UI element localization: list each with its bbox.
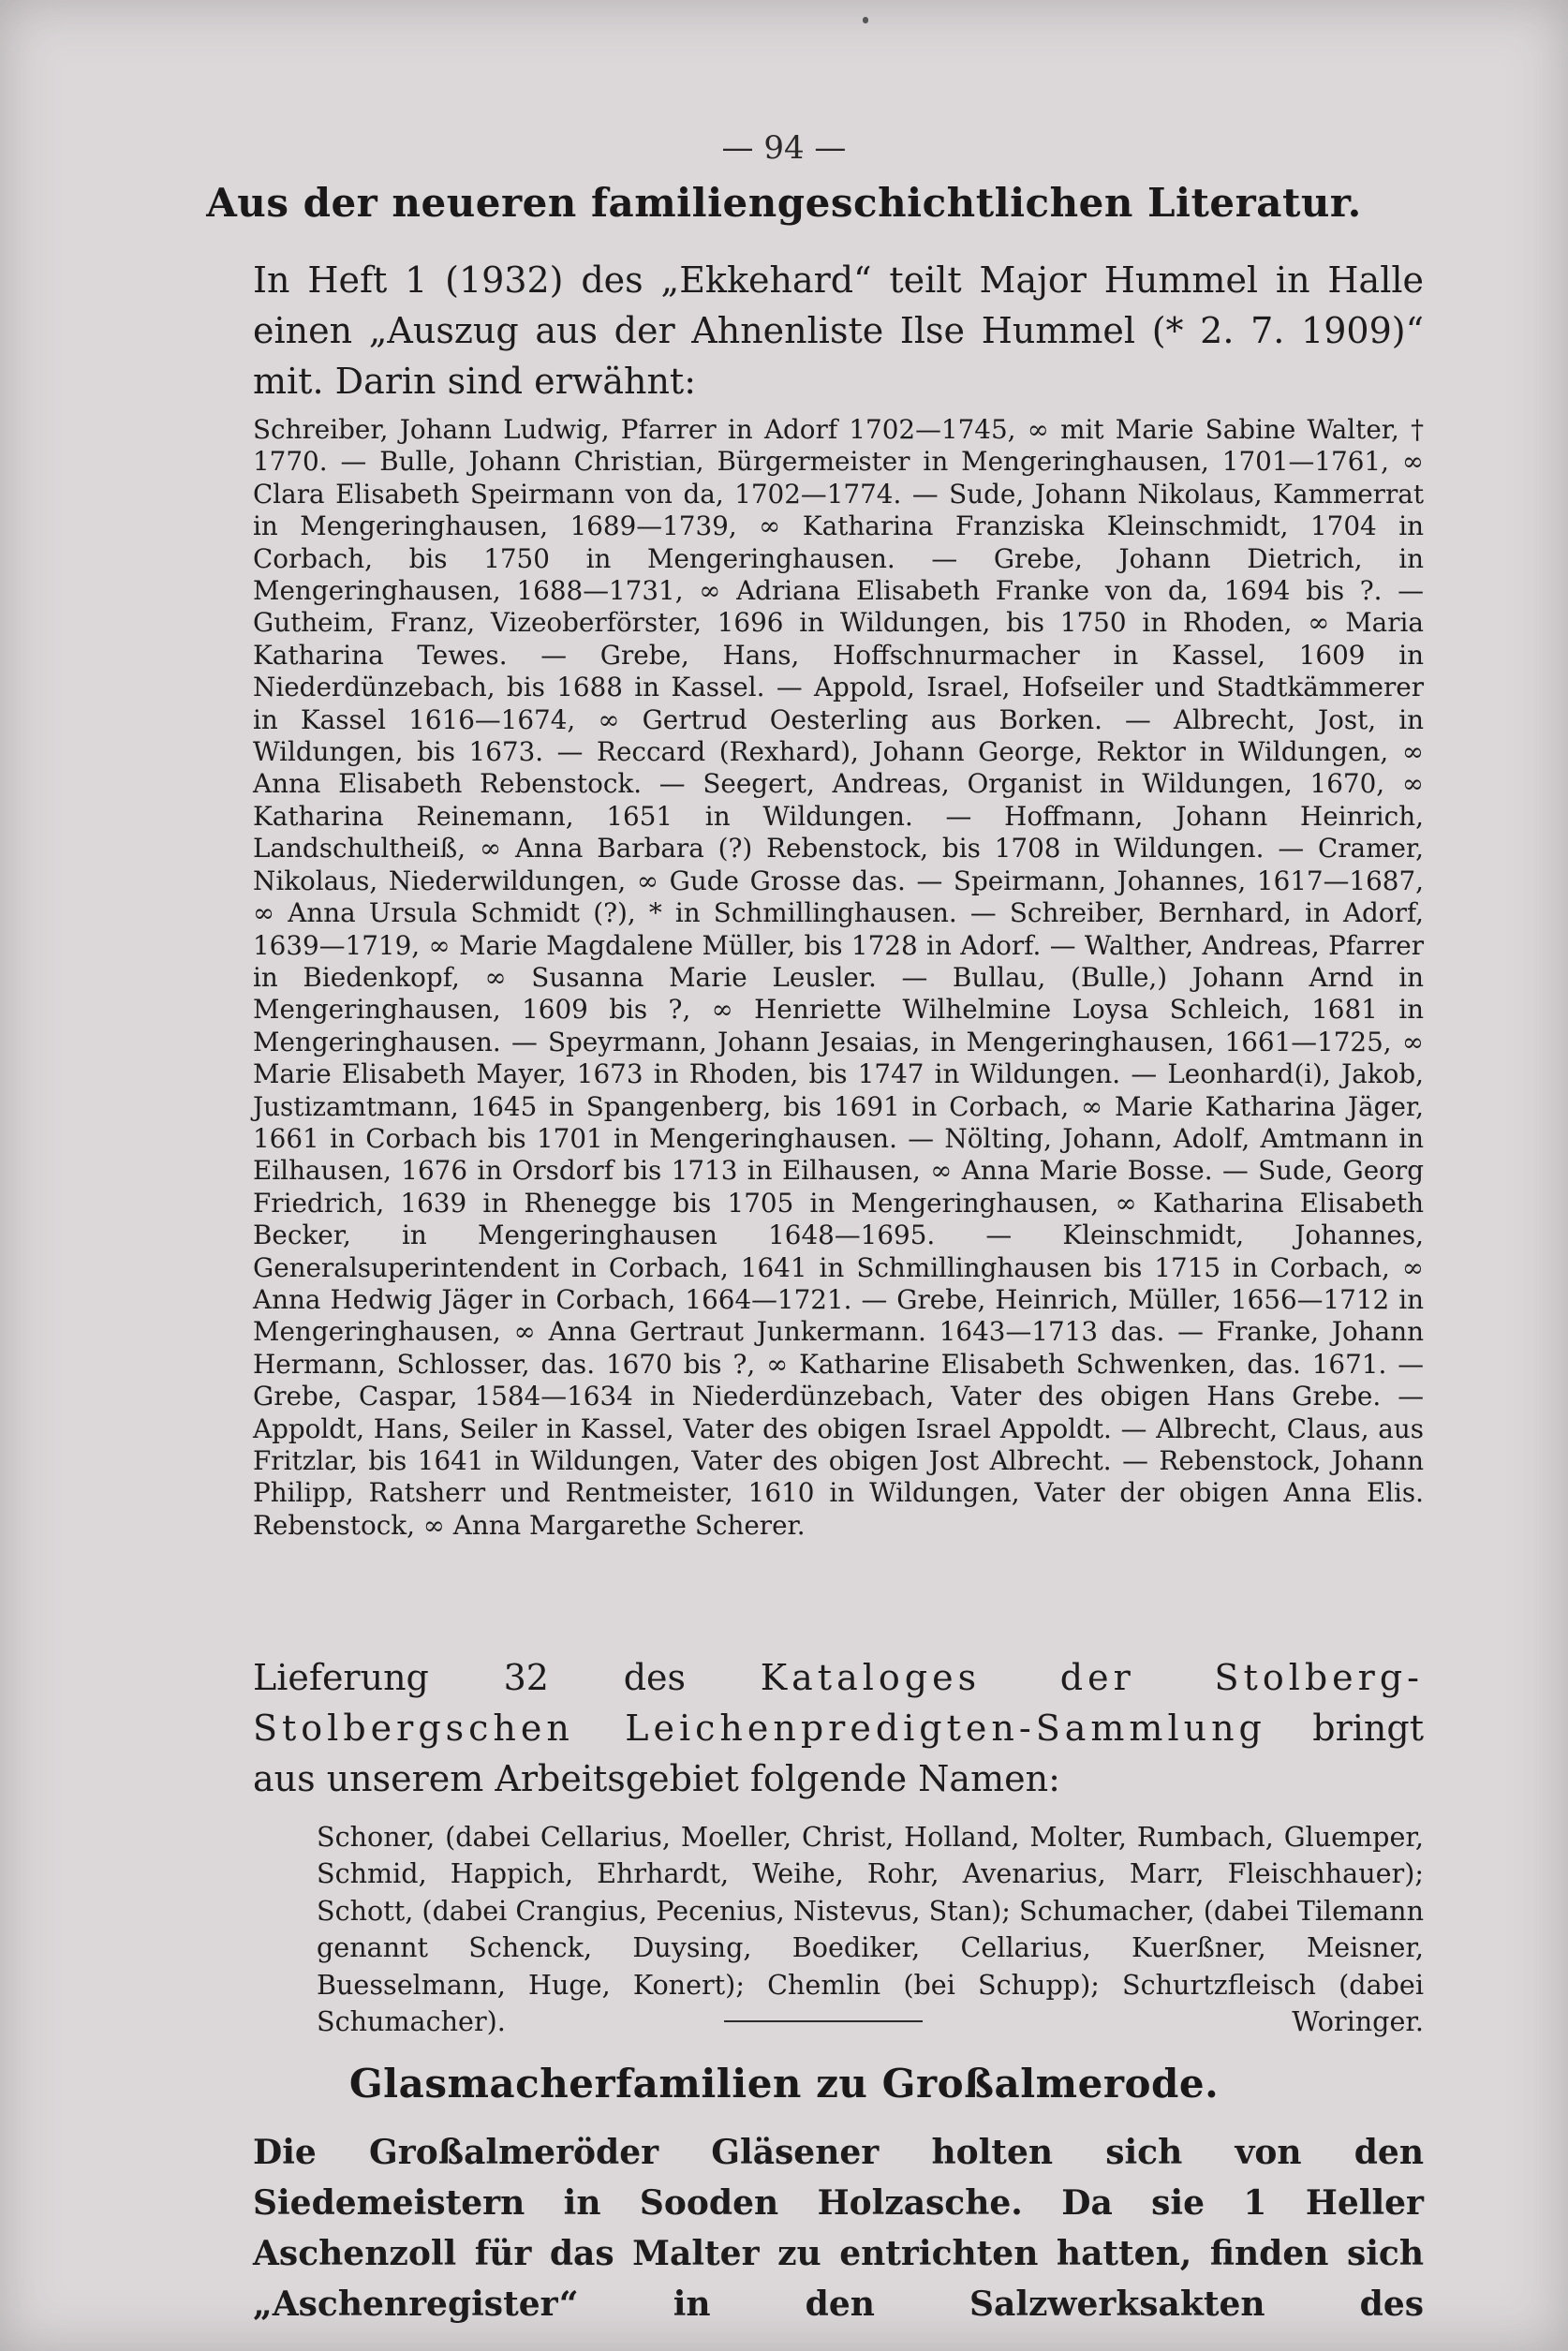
catalogue-title: Kataloges der Stolberg-Stolbergschen Leichenpredigten-Sammlung: [253, 1657, 1424, 1749]
section-glassmakers: [253, 2127, 1424, 2329]
section-catalogue: [253, 1652, 1424, 2040]
section-title-literature: Aus der neueren familiengeschichtlichen Literatur.: [206, 180, 1362, 226]
catalogue-intro-part2: bringt aus unserem Arbeitsgebiet folgende Namen:: [253, 1708, 1424, 1799]
section-divider: [724, 2020, 923, 2022]
name-list-text: Schoner, (dabei Cellarius, Moeller, Christ, Holland, Molter, Rumbach, Gluemper, Schmid, Happich, Ehrhardt, Weihe, Rohr, Avenarius, Marr, Fleischhauer); Schott, (dabei Crangius, Pecenius, Nistevus, Stan); Schumacher, (dabei Tilemann genannt Schenck, Duysing, Boediker, Cellarius, Kuerßner, Meisner, Buesselmann, Huge, Konert); Chemlin (bei Schupp); Schurtzfleisch (dabei Schumacher).: [317, 1821, 1424, 2038]
name-list: [253, 1819, 1424, 2040]
ancestor-list: Schreiber, Johann Ludwig, Pfarrer in Adorf 1702—1745, ∞ mit Marie Sabine Walter, † 1770. — Bulle, Johann Christian, Bürgermeister in Mengeringhausen, 1701—1761, ∞ Clara Elisabeth Speirmann von da, 1702—1774. — Sude, Johann Nikolaus, Kammerrat in Mengeringhausen, 1689—1739, ∞ Katharina Franziska Kleinschmidt, 1704 in Corbach, bis 1750 in Mengeringhausen. — Grebe, Johann Dietrich, in Mengeringhausen, 1688—1731, ∞ Adriana Elisabeth Franke von da, 1694 bis ?. — Gutheim, Franz, Vizeoberförster, 1696 in Wildungen, bis 1750 in Rhoden, ∞ Maria Katharina Tewes. — Grebe, Hans, Hoffschnurmacher in Kassel, 1609 in Niederdünzebach, bis 1688 in Kassel. — Appold, Israel, Hofseiler und Stadtkämmerer in Kassel 1616—1674, ∞ Gertrud Oesterling aus Borken. — Albrecht, Jost, in Wildungen, bis 1673. — Reccard (Rexhard), Johann George, Rektor in Wildungen, ∞ Anna Elisabeth Rebenstock. — Seegert, Andreas, Organist in Wildungen, 1670, ∞ Katharina Reinemann, 1651 in Wildungen. — Hoffmann, Johann Heinrich, Landschultheiß, ∞ Anna Barbara (?) Rebenstock, bis 1708 in Wildungen. — Cramer, Nikolaus, Niederwildungen, ∞ Gude Grosse das. — Speirmann, Johannes, 1617—1687, ∞ Anna Ursula Schmidt (?), * in Schmillinghausen. — Schreiber, Bernhard, in Adorf, 1639—1719, ∞ Marie Magdalene Müller, bis 1728 in Adorf. — Walther, Andreas, Pfarrer in Biedenkopf, ∞ Susanna Marie Leusler. — Bullau, (Bulle,) Johann Arnd in Mengeringhausen, 1609 bis ?, ∞ Henriette Wilhelmine Loysa Schleich, 1681 in Mengeringhausen. — Speyrmann, Johann Jesaias, in Mengeringhausen, 1661—1725, ∞ Marie Elisabeth Mayer, 1673 in Rhoden, bis 1747 in Wildungen. — Leonhard(i), Jakob, Justizamtmann, 1645 in Spangenberg, bis 1691 in Corbach, ∞ Marie Katharina Jäger, 1661 in Corbach bis 1701 in Mengeringhausen. — Nölting, Johann, Adolf, Amtmann in Eilhausen, 1676 in Orsdorf bis 1713 in Eilhausen, ∞ Anna Marie Bosse. — Sude, Georg Friedrich, 1639 in Rhenegge bis 1705 in Mengeringhausen, ∞ Katharina Elisabeth Becker, in Mengeringhausen 1648—1695. — Kleinschmidt, Johannes, Generalsuperintendent in Corbach, 1641 in Schmillinghausen bis 1715 in Corbach, ∞ Anna Hedwig Jäger in Corbach, 1664—1721. — Grebe, Heinrich, Müller, 1656—1712 in Mengeringhausen, ∞ Anna Gertraut Junkermann. 1643—1713 das. — Franke, Johann Hermann, Schlosser, das. 1670 bis ?, ∞ Katharine Elisabeth Schwenken, das. 1671. — Grebe, Caspar, 1584—1634 in Niederdünzebach, Vater des obigen Hans Grebe. — Appoldt, Hans, Seiler in Kassel, Vater des obigen Israel Appoldt. — Albrecht, Claus, aus Fritzlar, bis 1641 in Wildungen, Vater des obigen Jost Albrecht. — Rebenstock, Johann Philipp, Ratsherr und Rentmeister, 1610 in Wildungen, Vater der obigen Anna Elis. Rebenstock, ∞ Anna Margarethe Scherer.: [253, 414, 1424, 1541]
literature-intro: In Heft 1 (1932) des „Ekkehard“ teilt Major Hummel in Halle einen „Auszug aus der Ahnenliste Ilse Hummel (* 2. 7. 1909)“ mit. Darin sind erwähnt:: [253, 259, 1424, 402]
author-signature: Woringer.: [1292, 2005, 1424, 2038]
catalogue-intro: [253, 1652, 1424, 1804]
catalogue-intro-part1: Lieferung 32 des: [253, 1657, 761, 1698]
page-number: — 94 —: [721, 129, 847, 167]
section-title-glassmakers: Glasmacherfamilien zu Großalmerode.: [348, 2061, 1220, 2107]
section-literature: [253, 255, 1424, 1542]
glassmakers-intro: Die Großalmeröder Gläsener holten sich von den Siedemeistern in Sooden Holzasche. Da sie 1 Heller Aschenzoll für das Malter zu entrichten hatten, finden sich „Aschenregister“ in den Salzwerksakten des: [253, 2133, 1424, 2324]
ink-speck: [863, 17, 868, 23]
